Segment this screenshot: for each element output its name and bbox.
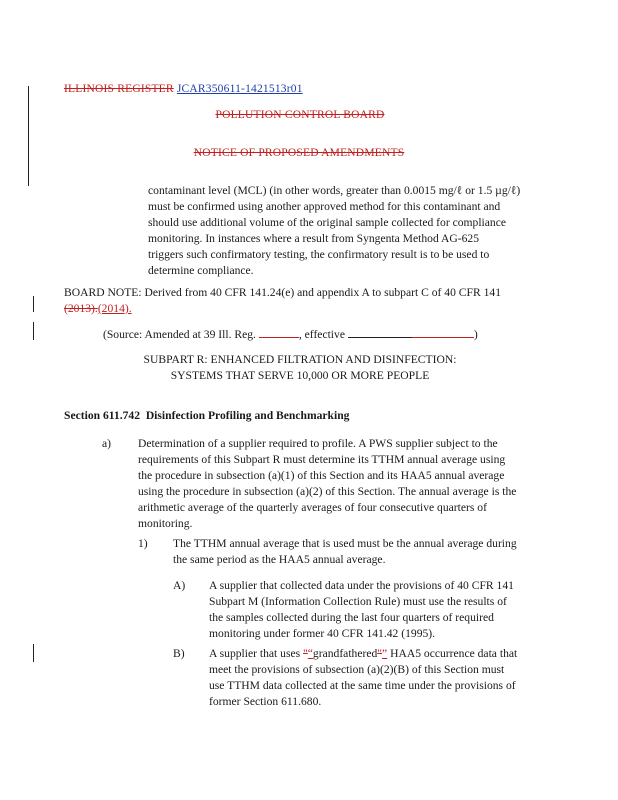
text-line: using the procedure in subsection (a)(2) of this Section. The annual average is the xyxy=(138,485,517,498)
deleted-year: (2013). xyxy=(64,302,98,315)
deleted-open-quote: " xyxy=(303,647,308,660)
text-line: the samples collected during the last four quarters of required xyxy=(209,611,494,624)
text-line: monitoring. In instances where a result from Syngenta Method AG-625 xyxy=(148,232,479,245)
inserted-register-id: JCAR350611-1421513r01 xyxy=(176,83,303,95)
text-line: must be confirmed using another approved method for this contaminant and xyxy=(148,200,501,213)
para-B xyxy=(209,646,517,710)
text-line xyxy=(209,646,517,662)
text-line: former Section 611.680. xyxy=(209,695,322,708)
source-prefix: (Source: Amended at 39 Ill. Reg. xyxy=(103,328,259,341)
para-B-suffix: HAA5 occurrence data that xyxy=(387,647,518,660)
text-line: triggers such confirmatory testing, the confirmatory result is to be used to xyxy=(148,248,490,261)
para-A xyxy=(209,578,514,642)
text-line: meet the provisions of subsection (a)(2)(B) of this Section must xyxy=(209,663,505,676)
para-1 xyxy=(173,536,517,568)
deleted-close-quote: " xyxy=(377,647,383,660)
subpart-line: SUBPART R: ENHANCED FILTRATION AND DISINFECTION: xyxy=(143,353,457,366)
text-line: A supplier that collected data under the provisions of 40 CFR 141 xyxy=(209,579,514,592)
para-a-label: a) xyxy=(102,437,112,450)
text-line: the same period as the HAA5 annual average. xyxy=(173,553,386,566)
board-note-line: BOARD NOTE: Derived from 40 CFR 141.24(e) and appendix A to subpart C of 40 CFR 141 xyxy=(64,286,501,299)
text-line: monitoring. xyxy=(138,517,193,530)
source-note xyxy=(103,327,478,343)
board-note xyxy=(64,285,501,317)
text-line: should use additional volume of the original sample collected for compliance xyxy=(148,216,507,229)
section-title: Disinfection Profiling and Benchmarking xyxy=(145,409,350,422)
text-line: use TTHM data collected at the same time under the provisions of xyxy=(209,679,516,692)
para-1-label: 1) xyxy=(138,537,148,550)
text-line: arithmetic average of the quarterly averages of four consecutive quarters of xyxy=(138,501,487,514)
subpart-heading xyxy=(0,352,600,384)
text-line: Determination of a supplier required to profile. A PWS supplier subject to the xyxy=(138,437,498,450)
effective-blank-inserted xyxy=(412,327,474,338)
effective-blank xyxy=(348,327,412,338)
continuation-paragraph xyxy=(148,183,520,279)
text-line: contaminant level (MCL) (in other words, greater than 0.0015 mg/ℓ or 1.5 µg/ℓ) xyxy=(148,184,521,197)
inserted-open-quote: “ xyxy=(307,647,313,660)
register-header xyxy=(64,83,303,95)
subpart-line: SYSTEMS THAT SERVE 10,000 OR MORE PEOPLE xyxy=(170,369,430,382)
board-header: POLLUTION CONTROL BOARD xyxy=(215,109,385,121)
source-middle: , effective xyxy=(298,328,348,341)
text-line: The TTHM annual average that is used must be the annual average during xyxy=(173,537,517,550)
change-bar xyxy=(33,322,34,340)
text-line: the procedure in subsection (a)(1) of this Section and its HAA5 annual average xyxy=(138,469,505,482)
grandfathered-word: grandfathered xyxy=(312,647,378,660)
inserted-close-quote: ” xyxy=(382,647,388,660)
section-number: Section 611.742 xyxy=(64,409,141,422)
notice-header: NOTICE OF PROPOSED AMENDMENTS xyxy=(193,147,405,159)
section-heading xyxy=(64,408,349,424)
register-blank xyxy=(259,327,299,338)
change-bar xyxy=(28,86,29,186)
text-line: determine compliance. xyxy=(148,264,254,277)
para-A-label: A) xyxy=(173,579,186,592)
text-line: monitoring under former 40 CFR 141.42 (1995). xyxy=(209,627,436,640)
deleted-register-name: ILLINOIS REGISTER xyxy=(64,83,174,95)
board-note-line-2 xyxy=(64,301,501,317)
para-a xyxy=(138,436,516,532)
para-B-label: B) xyxy=(173,647,185,660)
source-suffix: ) xyxy=(473,328,478,341)
change-bar xyxy=(33,296,34,312)
para-B-prefix: A supplier that uses xyxy=(209,647,304,660)
inserted-year: (2014). xyxy=(97,302,132,315)
change-bar xyxy=(33,644,34,662)
text-line: Subpart M (Information Collection Rule) must use the results of xyxy=(209,595,507,608)
text-line: requirements of this Subpart R must determine its TTHM annual average using xyxy=(138,453,506,466)
